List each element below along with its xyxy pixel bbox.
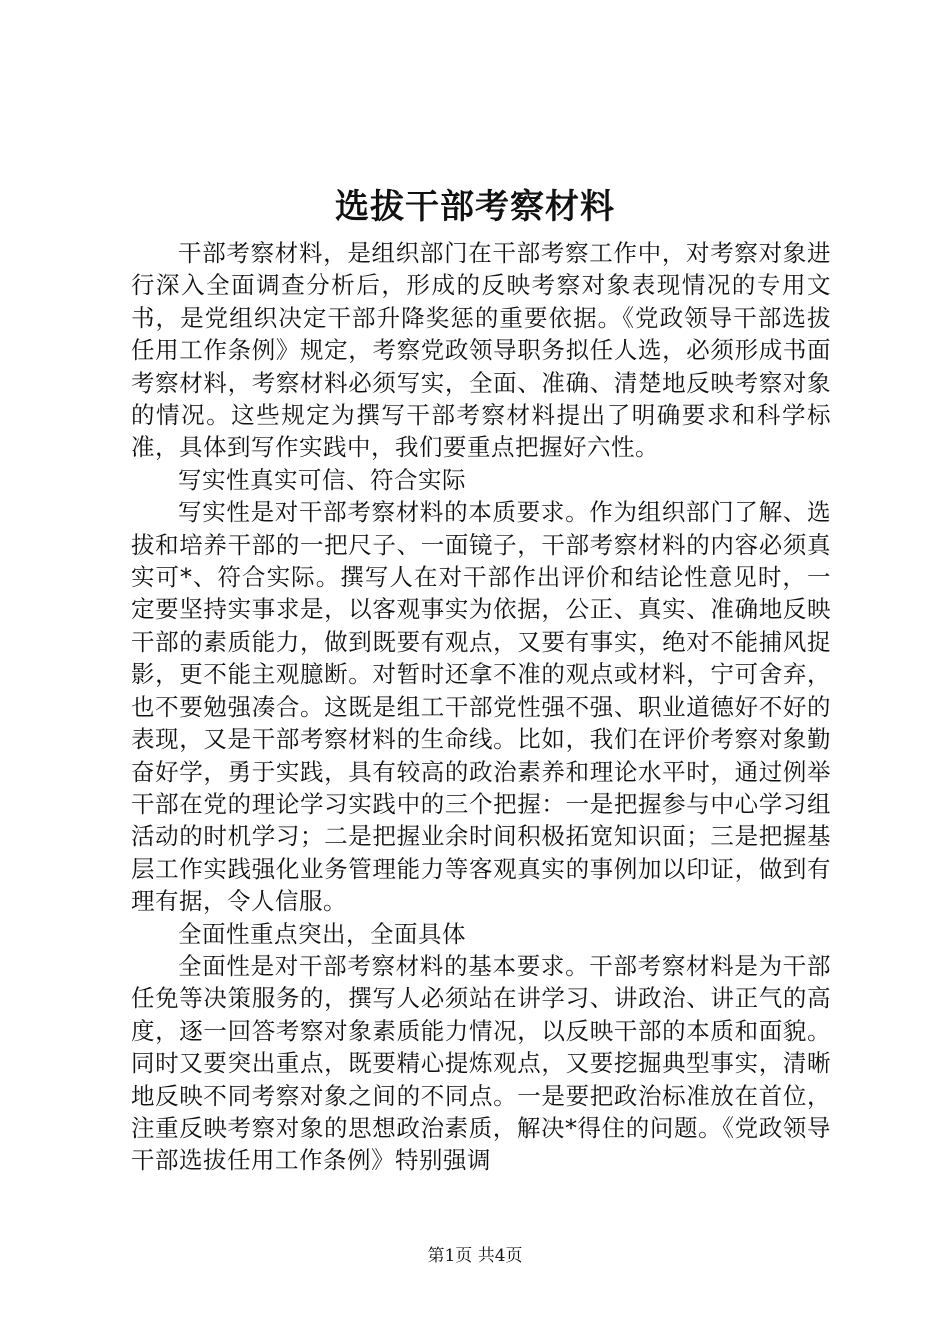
document-title: 选拔干部考察材料 (335, 187, 615, 227)
paragraph-intro: 干部考察材料，是组织部门在干部考察工作中，对考察对象进行深入全面调查分析后，形成的反映考察对象表现情况的专用文书，是党组织决定干部升降奖惩的重要依据。《党政领导干部选拔任用工作条例》规定，考察党政领导职务拟任人选，必须形成书面考察材料，考察材料必须写实，全面、准确、清楚地反映考察对象的情况。这些规定为撰写干部考察材料提出了明确要求和科学标准，具体到写作实践中，我们要重点把握好六性。 (131, 239, 831, 462)
paragraph-realism: 写实性是对干部考察材料的本质要求。作为组织部门了解、选拔和培养干部的一把尺子、一面镜子，干部考察材料的内容必须真实可*、符合实际。撰写人在对干部作出评价和结论性意见时，一定要坚持实事求是，以客观事实为依据，公正、真实、准确地反映干部的素质能力，做到既要有观点，又要有事实，绝对不能捕风捉影，更不能主观臆断。对暂时还拿不准的观点或材料，宁可舍弃，也不要勉强凑合。这既是组工干部党性强不强、职业道德好不好的表现，又是干部考察材料的生命线。比如，我们在评价考察对象勤奋好学，勇于实践，具有较高的政治素养和理论水平时，通过例举干部在党的理论学习实践中的三个把握：一是把握参与中心学习组活动的时机学习；二是把握业余时间积极拓宽知识面；三是把握基层工作实践强化业务管理能力等客观真实的事例加以印证，做到有理有据，令人信服。 (131, 498, 831, 916)
document-body (131, 237, 831, 1177)
paragraph-comprehensiveness: 全面性是对干部考察材料的基本要求。干部考察材料是为干部任免等决策服务的，撰写人必须站在讲学习、讲政治、讲正气的高度，逐一回答考察对象素质能力情况，以反映干部的本质和面貌。同时又要突出重点，既要精心提炼观点，又要挖掘典型事实，清晰地反映不同考察对象之间的不同点。一是要把政治标准放在首位，注重反映考察对象的思想政治素质，解决*得住的问题。《党政领导干部选拔任用工作条例》特别强调 (131, 951, 831, 1175)
section-heading-comprehensiveness: 全面性重点突出，全面具体 (178, 919, 466, 948)
section-heading-realism: 写实性真实可信、符合实际 (178, 465, 466, 494)
page-footer: 第1页 共4页 (427, 1246, 523, 1266)
